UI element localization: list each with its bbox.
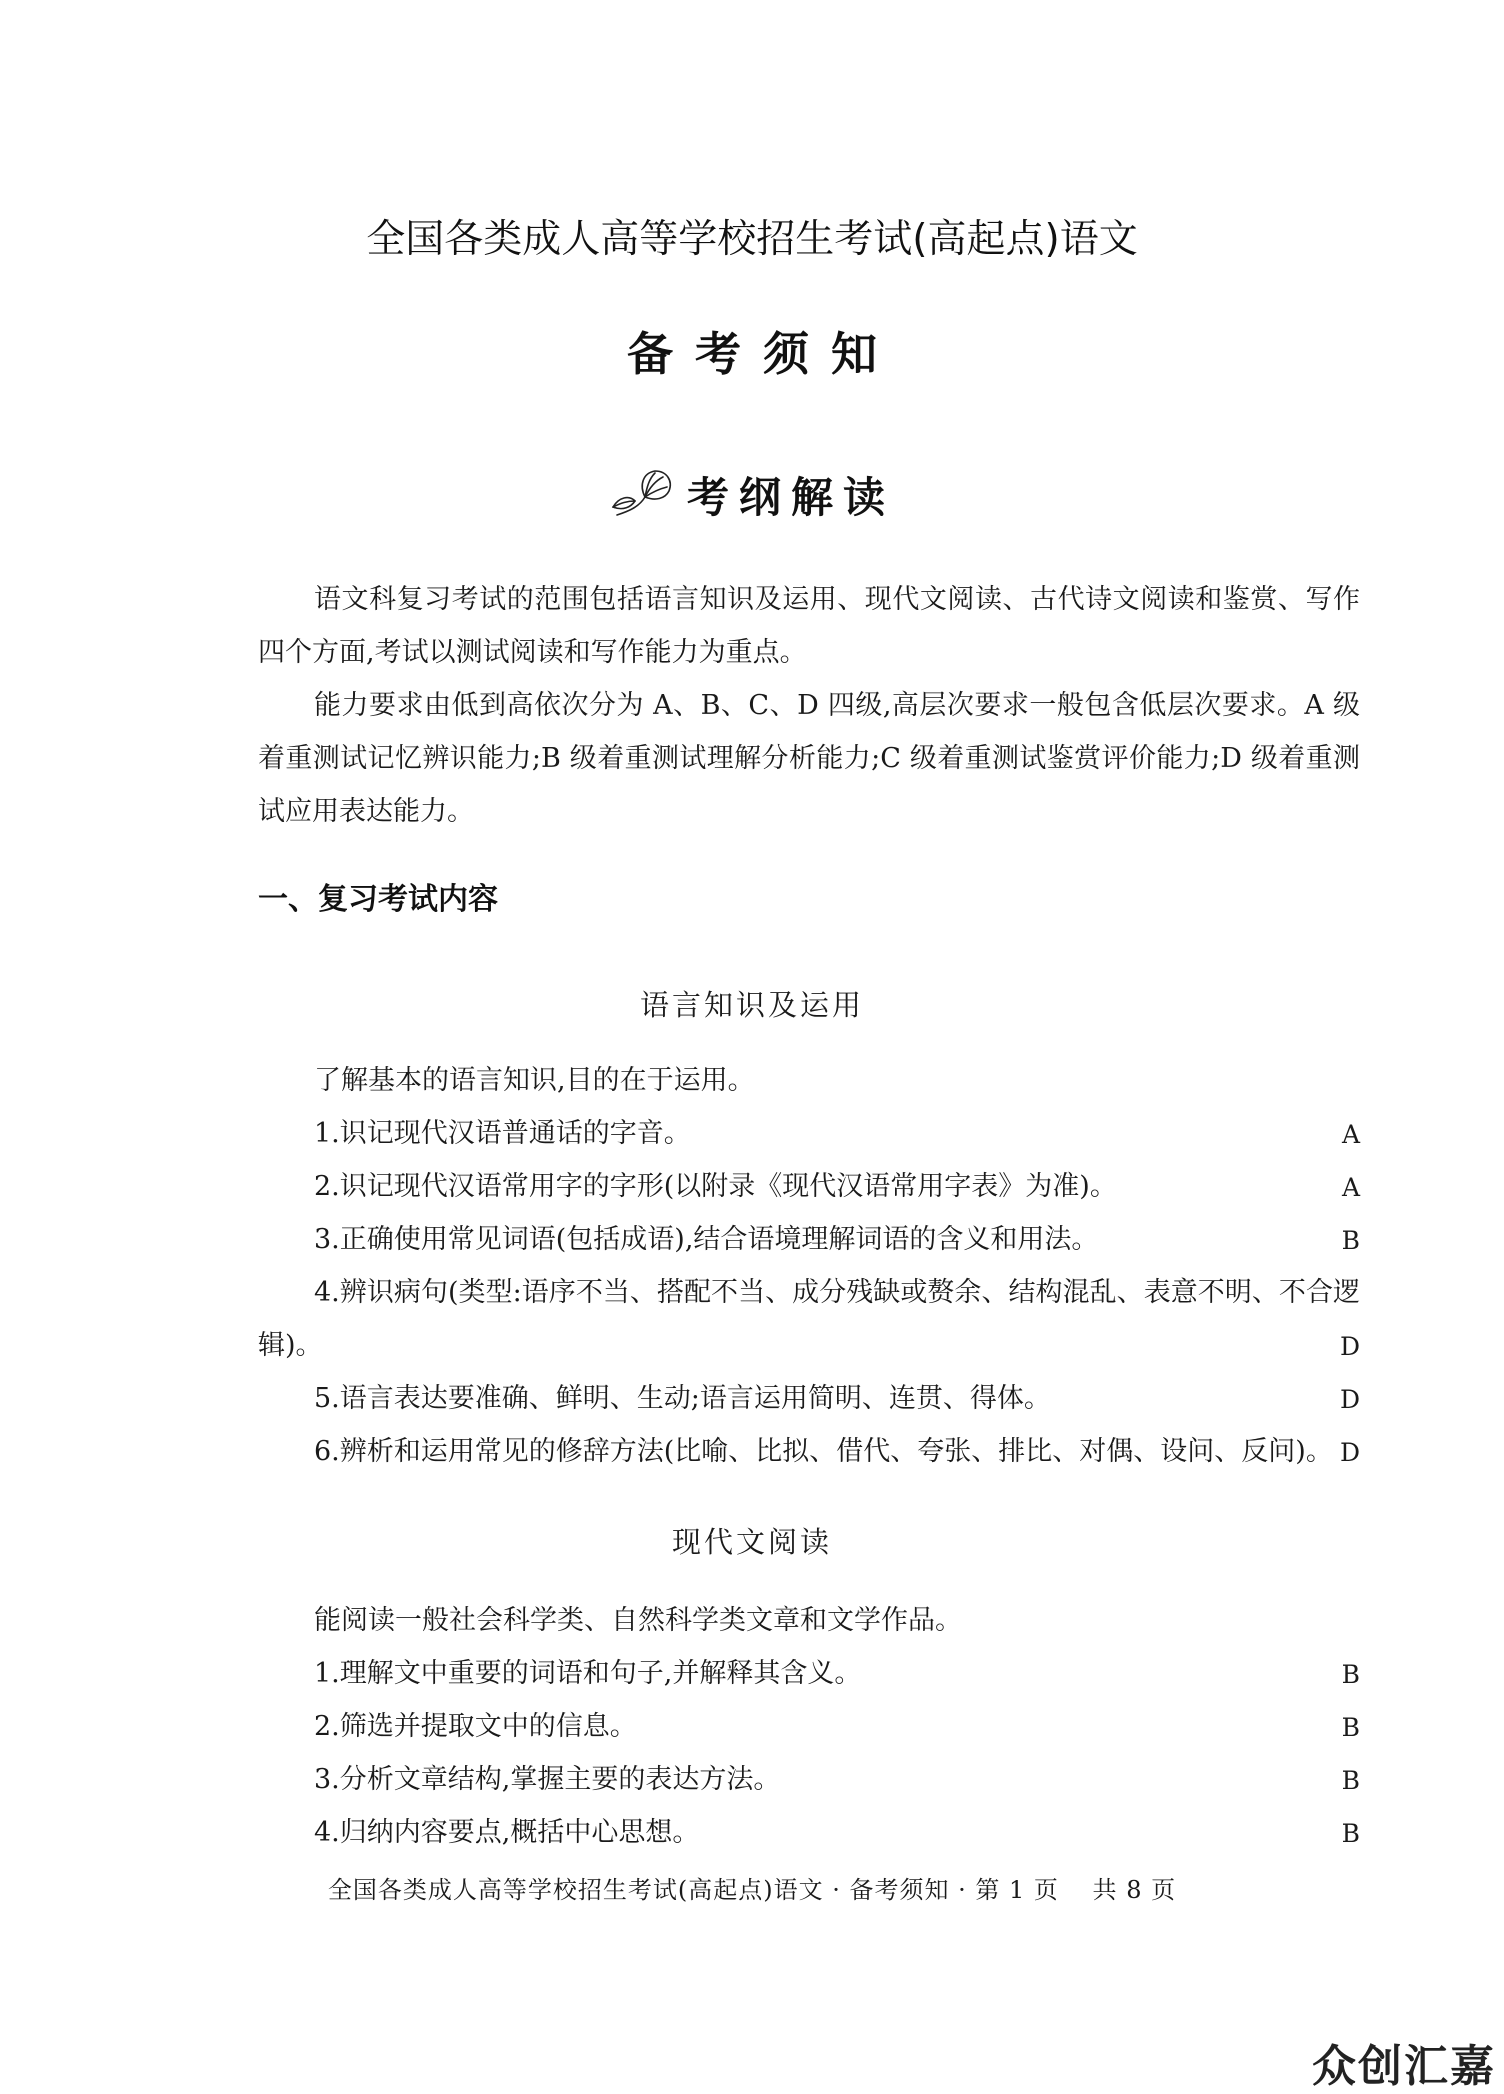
item-text: 3.正确使用常见词语(包括成语),结合语境理解词语的含义和用法。 (314, 1224, 1099, 1255)
item-text: 3.分析文章结构,掌握主要的表达方法。 (314, 1764, 781, 1795)
section-banner (0, 465, 1504, 525)
item-level: D (1339, 1332, 1360, 1361)
item-level: A (1341, 1173, 1360, 1202)
item-text: 2.筛选并提取文中的信息。 (314, 1711, 637, 1742)
reading-lead: 能阅读一般社会科学类、自然科学类文章和文学作品。 (314, 1605, 962, 1636)
item-level: A (1341, 1120, 1360, 1149)
item-level: B (1341, 1226, 1360, 1255)
intro-paragraph-2: 能力要求由低到高依次分为 A、B、C、D 四级,高层次要求一般包含低层次要求。A 级着重测试记忆辨识能力;B 级着重测试理解分析能力;C 级着重测试鉴赏评价能力;D 级着重测试应用表达能力。 (258, 690, 1360, 827)
item-level: B (1341, 1660, 1360, 1689)
list-item (258, 1425, 1360, 1478)
item-text: 4.归纳内容要点,概括中心思想。 (314, 1817, 700, 1848)
document-subtitle: 备考须知 (627, 327, 899, 381)
list-item (258, 1160, 1360, 1213)
item-text: 6.辨析和运用常见的修辞方法(比喻、比拟、借代、夸张、排比、对偶、设问、反问)。 (314, 1436, 1333, 1467)
ginkgo-leaf-icon (609, 467, 675, 523)
list-item (258, 1372, 1360, 1425)
item-text: 2.识记现代汉语常用字的字形(以附录《现代汉语常用字表》为准)。 (314, 1171, 1117, 1202)
list-item (258, 1647, 1360, 1700)
item-text: 1.理解文中重要的词语和句子,并解释其含义。 (314, 1658, 862, 1689)
section-heading: 一、复习考试内容 (258, 882, 498, 917)
document-title: 全国各类成人高等学校招生考试(高起点)语文 (366, 217, 1138, 262)
item-text: 4.辨识病句(类型:语序不当、搭配不当、成分残缺或赘余、结构混乱、表意不明、不合逻辑)。 (258, 1277, 1360, 1361)
item-level: D (1339, 1438, 1360, 1467)
banner-title: 考纲解读 (686, 473, 895, 522)
intro-paragraph-1: 语文科复习考试的范围包括语言知识及运用、现代文阅读、古代诗文阅读和鉴赏、写作四个方面,考试以测试阅读和写作能力为重点。 (258, 584, 1360, 668)
item-text: 1.识记现代汉语普通话的字音。 (314, 1118, 691, 1149)
subsection-title-language: 语言知识及运用 (639, 988, 864, 1022)
list-item (258, 1753, 1360, 1806)
subsection-title-reading: 现代文阅读 (671, 1525, 832, 1559)
watermark: 众创汇嘉 (1312, 2041, 1496, 2092)
list-item (258, 1806, 1360, 1859)
list-item (258, 1266, 1360, 1372)
item-level: B (1341, 1766, 1360, 1795)
list-item (258, 1213, 1360, 1266)
item-level: B (1341, 1819, 1360, 1848)
list-item (258, 1700, 1360, 1753)
language-lead: 了解基本的语言知识,目的在于运用。 (314, 1065, 755, 1096)
item-level: B (1341, 1713, 1360, 1742)
page-footer: 全国各类成人高等学校招生考试(高起点)语文 · 备考须知 · 第 1 页 共 8 页 (327, 1876, 1177, 1904)
item-level: D (1339, 1385, 1360, 1414)
list-item (258, 1107, 1360, 1160)
item-text: 5.语言表达要准确、鲜明、生动;语言运用简明、连贯、得体。 (314, 1383, 1051, 1414)
